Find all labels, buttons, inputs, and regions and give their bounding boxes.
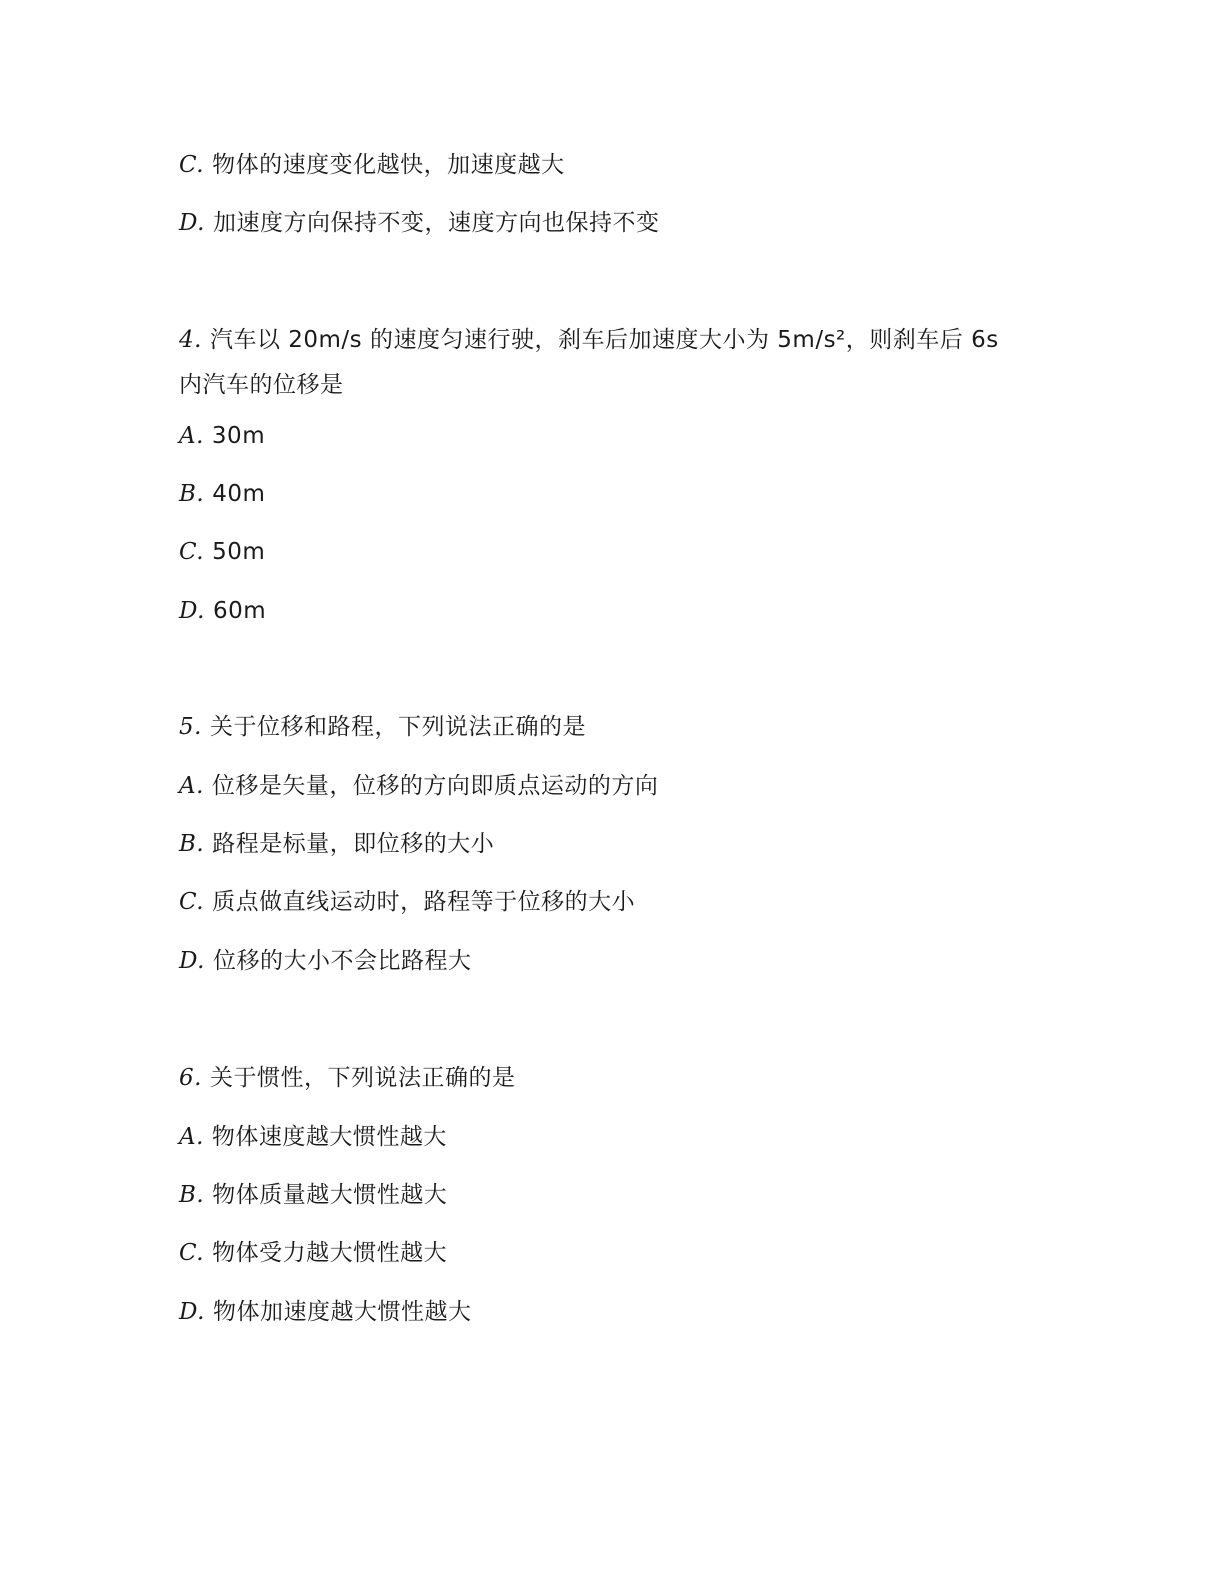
option-label: B. — [179, 481, 205, 507]
q6-option-a — [179, 1122, 447, 1152]
option-text: 30m — [211, 423, 266, 449]
option-label: C. — [179, 152, 205, 178]
option-text: 质点做直线运动时，路程等于位移的大小 — [212, 889, 636, 915]
option-text: 位移是矢量，位移的方向即质点运动的方向 — [211, 773, 659, 799]
q5-option-d — [179, 946, 471, 976]
option-label: B. — [179, 831, 205, 857]
q4-stem-line2 — [179, 370, 344, 400]
q6-option-c — [179, 1238, 447, 1268]
option-text: 物体质量越大惯性越大 — [212, 1182, 448, 1208]
option-label: C. — [179, 1240, 205, 1266]
option-label: D. — [179, 1299, 205, 1325]
q4-stem-line1 — [179, 325, 999, 355]
q5-option-b — [179, 829, 494, 859]
option-text: 物体的速度变化越快，加速度越大 — [212, 152, 565, 178]
q4-option-b — [179, 479, 265, 509]
option-label: C. — [179, 889, 205, 915]
option-text: 50m — [212, 539, 266, 565]
option-label: B. — [179, 1182, 205, 1208]
q5-option-a — [179, 771, 658, 801]
option-label: C. — [179, 539, 205, 565]
question-number: 6. — [179, 1065, 202, 1091]
option-text: 位移的大小不会比路程大 — [212, 948, 472, 974]
q6-option-d — [179, 1297, 471, 1327]
question-stem: 关于位移和路程，下列说法正确的是 — [209, 714, 586, 740]
q4-option-d — [179, 596, 266, 626]
q5-stem — [179, 712, 586, 742]
q3-option-d — [179, 208, 659, 238]
option-label: D. — [179, 598, 205, 624]
option-label: A. — [179, 773, 204, 799]
q6-option-b — [179, 1180, 447, 1210]
option-text: 路程是标量，即位移的大小 — [212, 831, 495, 857]
q5-option-c — [179, 887, 635, 917]
option-text: 加速度方向保持不变，速度方向也保持不变 — [212, 210, 660, 236]
q4-option-a — [179, 421, 265, 451]
q4-option-c — [179, 537, 265, 567]
option-label: D. — [179, 948, 205, 974]
question-stem-continued: 内汽车的位移是 — [179, 372, 344, 398]
option-text: 40m — [212, 481, 266, 507]
option-text: 物体加速度越大惯性越大 — [212, 1299, 472, 1325]
option-label: D. — [179, 210, 205, 236]
question-number: 4. — [179, 327, 202, 353]
question-number: 5. — [179, 714, 202, 740]
option-text: 物体受力越大惯性越大 — [212, 1240, 448, 1266]
question-stem: 关于惯性，下列说法正确的是 — [209, 1065, 516, 1091]
option-label: A. — [179, 423, 204, 449]
q6-stem — [179, 1063, 515, 1093]
q3-option-c — [179, 150, 565, 180]
option-label: A. — [179, 1124, 204, 1150]
question-stem: 汽车以 20m/s 的速度匀速行驶，刹车后加速度大小为 5m/s²，则刹车后 6s — [209, 327, 999, 353]
option-text: 60m — [212, 598, 267, 624]
option-text: 物体速度越大惯性越大 — [211, 1124, 447, 1150]
